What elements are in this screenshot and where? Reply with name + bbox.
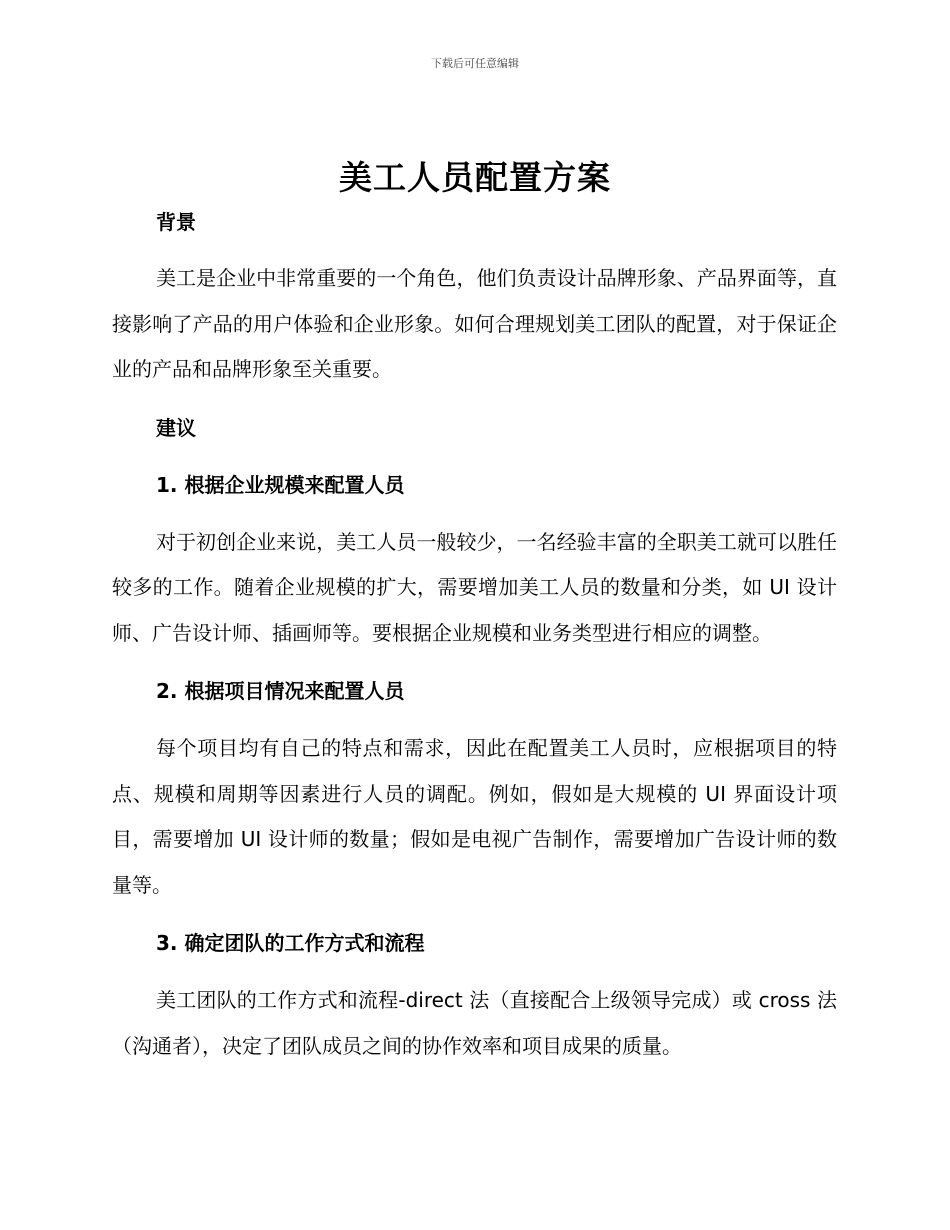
item3-heading: 3. 确定团队的工作方式和流程: [156, 931, 425, 955]
suggestion-heading: 建议: [156, 415, 196, 440]
item3-paragraph: 美工团队的工作方式和流程-direct 法（直接配合上级领导完成）或 cross 法（沟通者），决定了团队成员之间的协作效率和项目成果的质量。: [112, 988, 837, 1058]
item1-paragraph: 对于初创企业来说，美工人员一般较少，一名经验丰富的全职美工就可以胜任较多的工作。随着企业规模的扩大，需要增加美工人员的数量和分类，如 UI 设计师、广告设计师、插画师等。要根据企业规模和业务类型进行相应的调整。: [112, 529, 837, 645]
background-paragraph: 美工是企业中非常重要的一个角色，他们负责设计品牌形象、产品界面等，直接影响了产品的用户体验和企业形象。如何合理规划美工团队的配置，对于保证企业的产品和品牌形象至关重要。: [112, 266, 837, 381]
document-body: [112, 200, 837, 1069]
item1-heading: 1. 根据企业规模来配置人员: [156, 472, 405, 497]
item2-heading: 2. 根据项目情况来配置人员: [156, 679, 405, 703]
item2-paragraph: 每个项目均有自己的特点和需求，因此在配置美工人员时，应根据项目的特点、规模和周期等因素进行人员的调配。例如，假如是大规模的 UI 界面设计项目，需要增加 UI 设计师的数量；假如是电视广告制作，需要增加广告设计师的数量等。: [112, 736, 837, 897]
document-title: 美工人员配置方案: [339, 158, 611, 197]
header-note: 下载后可任意编辑: [431, 57, 519, 70]
background-heading: 背景: [156, 210, 196, 234]
